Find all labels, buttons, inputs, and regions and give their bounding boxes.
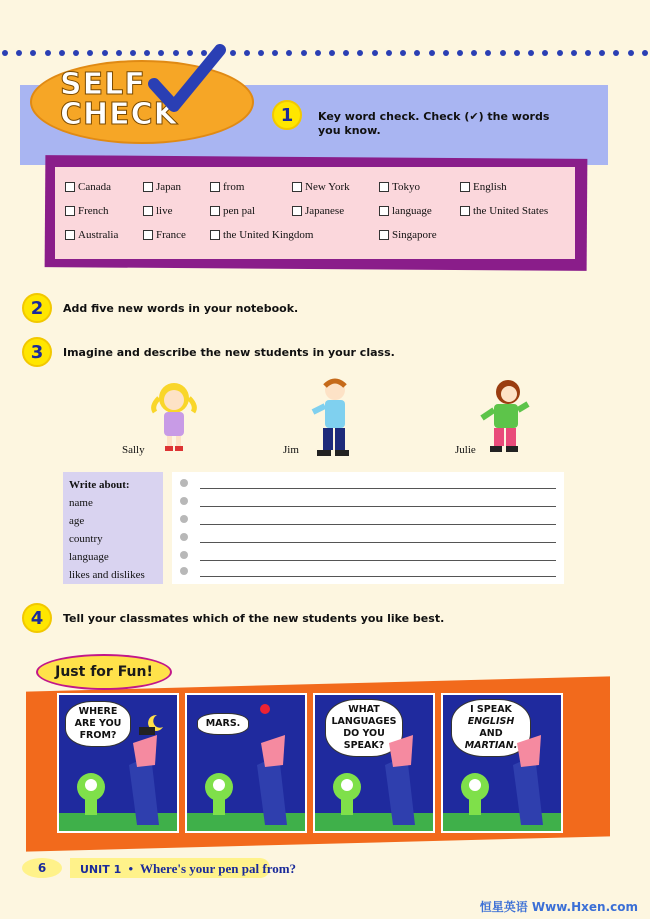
checkbox[interactable] [143, 206, 153, 216]
footer-bullet: • [128, 861, 134, 876]
exercise-1-instruction [318, 110, 608, 138]
comic-scene-icon [315, 695, 435, 833]
divider-dot [613, 50, 619, 56]
divider-dot [443, 50, 449, 56]
word-label: the United States [473, 205, 549, 217]
checkbox[interactable] [65, 182, 75, 192]
speech-line: ENGLISH [467, 716, 515, 727]
divider-dot [59, 50, 65, 56]
divider-dot [471, 50, 477, 56]
student-name-julie: Julie [455, 444, 476, 456]
speech-bubble: WHERE ARE YOU FROM? [65, 701, 131, 747]
write-about-panel [63, 472, 163, 584]
checkbox[interactable] [292, 206, 302, 216]
writing-line[interactable] [200, 560, 556, 561]
write-about-title: Write about: [69, 479, 130, 491]
unit-title: Where's your pen pal from? [140, 861, 297, 876]
divider-dot [272, 50, 278, 56]
just-for-fun-badge: Just for Fun! [36, 654, 172, 690]
word-checkbox-item[interactable] [210, 205, 255, 217]
exercise-4-instruction: Tell your classmates which of the new students you like best. [63, 612, 445, 625]
julie-illustration [476, 378, 534, 456]
word-label: New York [305, 181, 350, 193]
exercise-3-instruction: Imagine and describe the new students in your class. [63, 346, 395, 359]
checkbox[interactable] [379, 230, 389, 240]
binder-hole [180, 479, 188, 487]
word-label: France [156, 229, 186, 241]
divider-dot [500, 50, 506, 56]
word-label: Japan [156, 181, 182, 193]
jim-illustration [305, 376, 357, 460]
divider-dot [258, 50, 264, 56]
writing-line[interactable] [200, 524, 556, 525]
binder-hole [180, 533, 188, 541]
divider-dot [357, 50, 363, 56]
word-checkbox-item[interactable] [460, 205, 548, 217]
write-about-item: country [69, 533, 103, 545]
word-checkbox-item[interactable] [460, 181, 507, 193]
exercise-2-instruction: Add five new words in your notebook. [63, 302, 299, 315]
divider-dot [2, 50, 8, 56]
student-name-sally: Sally [122, 444, 145, 456]
divider-dot [45, 50, 51, 56]
checkbox[interactable] [292, 182, 302, 192]
word-checkbox-item[interactable] [65, 229, 118, 241]
speech-line: I SPEAK [470, 704, 512, 715]
checkbox[interactable] [210, 230, 220, 240]
divider-dot [244, 50, 250, 56]
writing-line[interactable] [200, 542, 556, 543]
comic-scene-icon [443, 695, 563, 833]
dotted-divider [0, 48, 650, 58]
check-mark-icon [146, 44, 226, 114]
checkbox[interactable] [460, 206, 470, 216]
checkbox[interactable] [65, 206, 75, 216]
word-label: from [223, 181, 245, 193]
write-about-item: likes and dislikes [69, 569, 145, 581]
word-checkbox-item[interactable] [379, 205, 432, 217]
writing-lines-area[interactable] [172, 472, 564, 584]
watermark: 恒星英语 Www.Hxen.com [479, 900, 638, 914]
writing-line[interactable] [200, 576, 556, 577]
divider-dot [457, 50, 463, 56]
divider-dot [116, 50, 122, 56]
divider-dot [528, 50, 534, 56]
student-name-jim: Jim [283, 444, 299, 456]
word-checkbox-item[interactable] [379, 229, 437, 241]
word-checkbox-item[interactable] [143, 229, 186, 241]
word-label: live [156, 205, 173, 217]
word-label: Canada [78, 181, 111, 193]
divider-dot [642, 50, 648, 56]
comic-panel-3 [313, 693, 435, 833]
divider-dot [414, 50, 420, 56]
checkbox[interactable] [143, 182, 153, 192]
word-checkbox-item[interactable] [210, 229, 313, 241]
word-label: English [473, 181, 507, 193]
unit-label: UNIT 1 [80, 863, 122, 876]
sally-illustration [145, 378, 203, 454]
write-about-item: name [69, 497, 93, 509]
write-about-item: age [69, 515, 85, 527]
binder-hole [180, 551, 188, 559]
divider-dot [514, 50, 520, 56]
divider-dot [286, 50, 292, 56]
divider-dot [73, 50, 79, 56]
divider-dot [102, 50, 108, 56]
word-label: French [78, 205, 109, 217]
divider-dot [130, 50, 136, 56]
speech-line: MARTIAN. [464, 740, 518, 751]
self-check-title-line1: SELF [60, 67, 146, 102]
divider-dot [429, 50, 435, 56]
divider-dot [315, 50, 321, 56]
binder-hole [180, 515, 188, 523]
exercise-number-1: 1 [272, 100, 302, 130]
divider-dot [16, 50, 22, 56]
divider-dot [557, 50, 563, 56]
word-label: Japanese [305, 205, 345, 217]
speech-line: AND [479, 728, 503, 739]
word-label: Singapore [392, 229, 437, 241]
checkbox[interactable] [210, 206, 220, 216]
word-label: Tokyo [392, 181, 420, 193]
word-checkbox-item[interactable] [292, 205, 344, 217]
speech-bubble: MARS. [197, 713, 249, 735]
divider-dot [30, 50, 36, 56]
divider-dot [585, 50, 591, 56]
divider-dot [628, 50, 634, 56]
word-label: pen pal [223, 205, 256, 217]
checkbox[interactable] [460, 182, 470, 192]
divider-dot [230, 50, 236, 56]
comic-scene-icon [187, 695, 307, 833]
checkbox[interactable] [65, 230, 75, 240]
binder-hole [180, 497, 188, 505]
writing-line[interactable] [200, 488, 556, 489]
divider-dot [400, 50, 406, 56]
self-check-title-line2: CHECK [60, 97, 178, 132]
word-checkbox-item[interactable] [379, 181, 420, 193]
exercise-number-2: 2 [22, 293, 52, 323]
comic-panel-4 [441, 693, 563, 833]
comic-scene-icon [59, 695, 179, 833]
exercise-1-instruction-line1: Key word check. Check (✔) the words [318, 110, 550, 123]
divider-dot [542, 50, 548, 56]
word-checkbox-item[interactable] [143, 205, 173, 217]
word-checkbox-item[interactable] [65, 205, 109, 217]
divider-dot [87, 50, 93, 56]
divider-dot [329, 50, 335, 56]
word-checkbox-item[interactable] [292, 181, 350, 193]
comic-panel-2 [185, 693, 307, 833]
word-label: Australia [78, 229, 119, 241]
word-label: language [392, 205, 432, 217]
divider-dot [386, 50, 392, 56]
word-checkbox-item[interactable] [143, 181, 181, 193]
speech-bubble: WHAT LANGUAGES DO YOU SPEAK? [325, 699, 403, 757]
writing-line[interactable] [200, 506, 556, 507]
comic-panel-1 [57, 693, 179, 833]
checkbox[interactable] [379, 206, 389, 216]
checkbox[interactable] [379, 182, 389, 192]
write-about-item: language [69, 551, 109, 563]
divider-dot [343, 50, 349, 56]
checkbox[interactable] [210, 182, 220, 192]
word-label: the United Kingdom [223, 229, 314, 241]
exercise-number-4: 4 [22, 603, 52, 633]
divider-dot [301, 50, 307, 56]
divider-dot [372, 50, 378, 56]
divider-dot [599, 50, 605, 56]
word-checkbox-item[interactable] [210, 181, 244, 193]
word-check-panel [55, 167, 575, 259]
checkbox[interactable] [143, 230, 153, 240]
exercise-number-3: 3 [22, 337, 52, 367]
divider-dot [485, 50, 491, 56]
footer-title [80, 861, 296, 877]
word-checkbox-item[interactable] [65, 181, 111, 193]
divider-dot [571, 50, 577, 56]
page-number: 6 [22, 858, 62, 878]
binder-hole [180, 567, 188, 575]
exercise-1-instruction-line2: you know. [318, 124, 381, 137]
